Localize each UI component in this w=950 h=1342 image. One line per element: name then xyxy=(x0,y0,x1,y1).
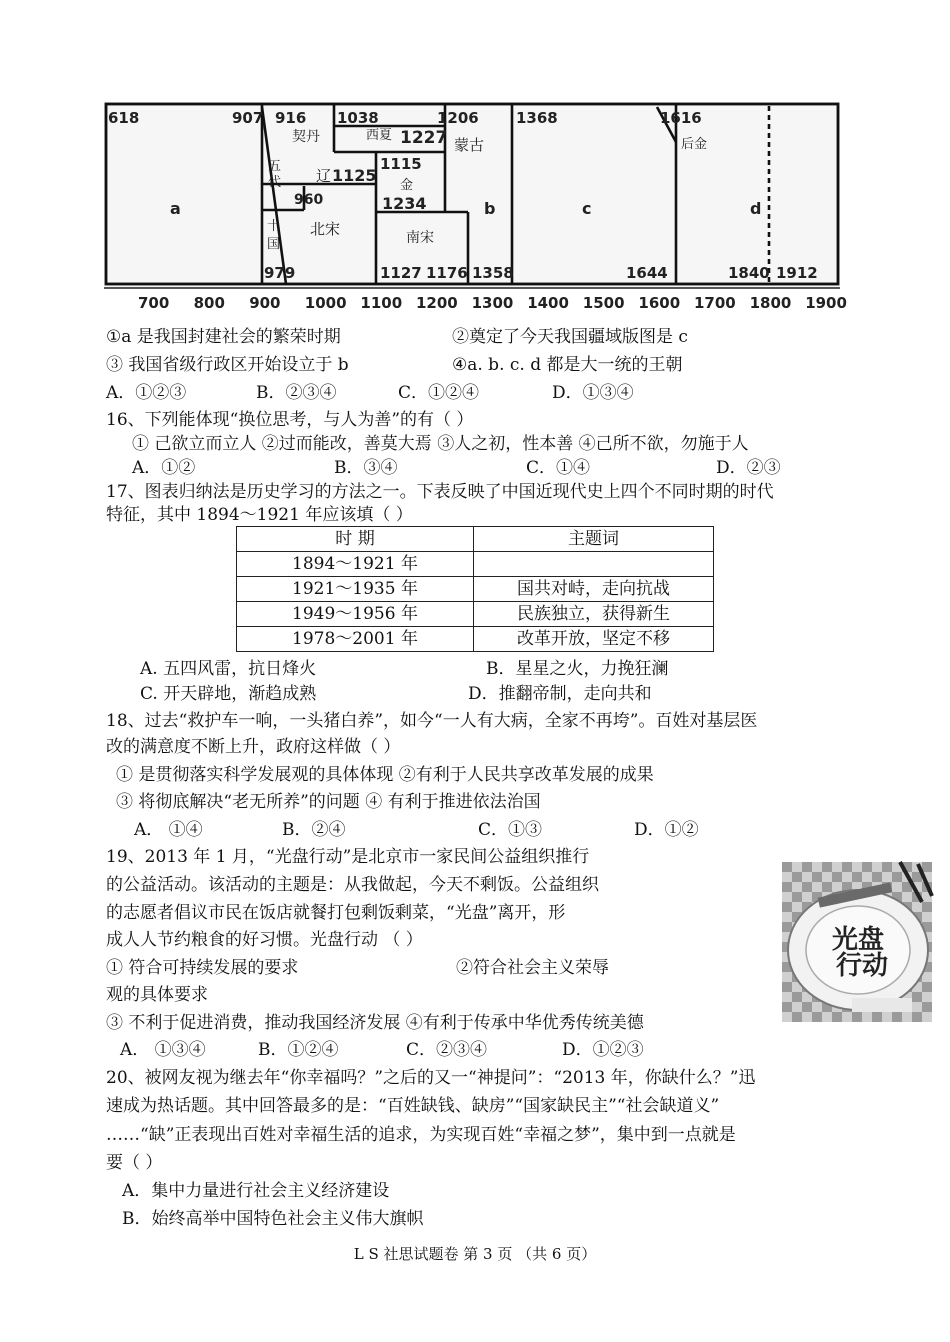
q19-statement-2-cont: 观的具体要求 xyxy=(106,985,208,1005)
q15-option-d[interactable]: D．①③④ xyxy=(552,383,634,403)
q15-statement-3: ③ 我国省级行政区开始设立于 b xyxy=(106,355,349,375)
q19-option-d[interactable]: D．①②③ xyxy=(562,1040,644,1060)
year-label: 1234 xyxy=(382,194,427,213)
region-label-c: c xyxy=(582,199,592,218)
q19-stem-line1: 19、2013 年 1 月，“光盘行动”是北京市一家民间公益组织推行 xyxy=(106,847,590,867)
period-table xyxy=(236,526,714,652)
year-label: 1127 xyxy=(380,264,422,282)
q18-statements-3-4: ③ 将彻底解决“老无所养”的问题 ④ 有利于推进依法治国 xyxy=(116,792,541,812)
year-label: 1912 xyxy=(776,264,818,282)
q15-option-a[interactable]: A．①②③ xyxy=(106,383,187,403)
region-label-qidan: 契丹 xyxy=(292,129,320,145)
year-label: 960 xyxy=(294,192,324,208)
region-label-nansong: 南宋 xyxy=(406,230,434,246)
year-label: 1227 xyxy=(400,128,448,148)
q17-stem-line2: 特征，其中 1894～1921 年应该填（ ） xyxy=(106,505,413,525)
year-label: 979 xyxy=(264,264,296,282)
column-header-period: 时 期 xyxy=(237,527,474,552)
axis-tick-label: 900 xyxy=(249,294,281,312)
q17-option-a[interactable]: A. 五四风雷，抗日烽火 xyxy=(140,659,317,679)
region-label-shiguo: 国 xyxy=(267,237,281,252)
region-label-houjin: 后金 xyxy=(681,137,708,152)
table-header-row xyxy=(237,527,714,552)
q18-option-b[interactable]: B．②④ xyxy=(282,820,346,840)
q19-statement-2: ②符合社会主义荣辱 xyxy=(456,958,609,978)
year-label: 1125 xyxy=(332,166,377,185)
region-label-wudai: 五 xyxy=(268,159,282,174)
q17-option-b[interactable]: B．星星之火，力挽狂澜 xyxy=(486,659,669,679)
axis-tick-label: 1200 xyxy=(416,294,458,312)
region-label-wudai: 代 xyxy=(268,175,282,190)
q16-option-c[interactable]: C．①④ xyxy=(526,458,591,478)
year-label: 1358 xyxy=(472,264,514,282)
q19-stem-line2: 的公益活动。该活动的主题是：从我做起，今天不剩饭。公益组织 xyxy=(106,875,599,895)
region-label-menggu: 蒙古 xyxy=(454,136,485,154)
table-row xyxy=(237,577,714,602)
axis-tick-label: 1000 xyxy=(304,294,347,312)
q15-statement-4: ④a. b. c. d 都是大一统的王朝 xyxy=(452,355,683,375)
q20-option-a[interactable]: A．集中力量进行社会主义经济建设 xyxy=(122,1181,390,1201)
q18-option-c[interactable]: C．①③ xyxy=(478,820,543,840)
poster-title-line1: 光盘 xyxy=(831,925,885,955)
region-label-liao: 辽 xyxy=(316,167,332,185)
region-label-d: d xyxy=(750,199,762,218)
year-label: 1368 xyxy=(516,109,558,127)
year-label: 1176 xyxy=(426,264,468,282)
q18-stem-line1: 18、过去“救护车一响，一头猪白养”，如今“一人有大病，全家不再垮”。百姓对基层医 xyxy=(106,711,758,731)
q18-statements-1-2: ① 是贯彻落实科学发展观的具体体现 ②有利于人民共享改革发展的成果 xyxy=(116,765,654,785)
q15-statement-1: ①a 是我国封建社会的繁荣时期 xyxy=(106,327,341,347)
q16-option-d[interactable]: D．②③ xyxy=(716,458,781,478)
q17-stem-line1: 17、图表归纳法是历史学习的方法之一。下表反映了中国近现代史上四个不同时期的时代 xyxy=(106,482,774,502)
q19-statements-3-4: ③ 不利于促进消费，推动我国经济发展 ④有利于传承中华优秀传统美德 xyxy=(106,1013,644,1033)
axis-tick-label: 1600 xyxy=(638,294,681,312)
q16-stem: 16、下列能体现“换位思考，与人为善”的有（ ） xyxy=(106,410,474,430)
year-label: 1616 xyxy=(660,109,702,127)
table-cell: 国共对峙，走向抗战 xyxy=(474,577,714,602)
q19-stem-line4: 成人人节约粮食的好习惯。光盘行动 （ ） xyxy=(106,930,423,950)
table-cell: 1978～2001 年 xyxy=(237,627,474,652)
axis-tick-label: 1400 xyxy=(527,294,569,312)
q20-stem-line4: 要（ ） xyxy=(106,1153,163,1173)
table-cell: 改革开放，坚定不移 xyxy=(474,627,714,652)
region-label-b: b xyxy=(484,199,496,218)
q20-stem-line2: 速成为热话题。其中回答最多的是：“百姓缺钱、缺房”“国家缺民主”“社会缺道义” xyxy=(106,1096,720,1116)
q19-statement-1: ① 符合可持续发展的要求 xyxy=(106,958,299,978)
axis-tick-label: 800 xyxy=(193,294,225,312)
region-label-a: a xyxy=(170,199,181,218)
year-label: 618 xyxy=(108,109,140,127)
axis-tick-label: 700 xyxy=(138,294,170,312)
q18-stem-line2: 改的满意度不断上升，政府这样做（ ） xyxy=(106,737,401,757)
table-cell: 1949～1956 年 xyxy=(237,602,474,627)
year-label: 1206 xyxy=(437,109,479,127)
axis-tick-label: 1300 xyxy=(471,294,514,312)
column-header-theme: 主题词 xyxy=(474,527,714,552)
table-row xyxy=(237,627,714,652)
table-row xyxy=(237,602,714,627)
axis-tick-label: 1100 xyxy=(360,294,403,312)
q16-option-a[interactable]: A．①② xyxy=(132,458,196,478)
q18-option-d[interactable]: D．①② xyxy=(634,820,699,840)
year-label: 916 xyxy=(275,109,307,127)
q20-stem-line3: ……“缺”正表现出百姓对幸福生活的追求，为实现百姓“幸福之梦”，集中到一点就是 xyxy=(106,1125,736,1145)
axis-tick-label: 1900 xyxy=(805,294,847,312)
q17-option-d[interactable]: D．推翻帝制，走向共和 xyxy=(468,684,652,704)
table-row xyxy=(237,552,714,577)
q19-option-a[interactable]: A． ①③④ xyxy=(120,1040,206,1060)
year-label: 1644 xyxy=(626,264,668,282)
axis-tick-label: 1800 xyxy=(749,294,792,312)
year-label: 1840 xyxy=(728,264,770,282)
table-cell: 1921～1935 年 xyxy=(237,577,474,602)
region-label-xixia: 西夏 xyxy=(366,128,393,143)
table-cell: 民族独立，获得新生 xyxy=(474,602,714,627)
q15-statement-2: ②奠定了今天我国疆域版图是 c xyxy=(452,327,688,347)
poster-title-line2: 行动 xyxy=(835,951,889,981)
year-label: 907 xyxy=(232,109,264,127)
clean-plate-poster-image xyxy=(782,862,932,1022)
table-cell xyxy=(474,552,714,577)
q19-stem-line3: 的志愿者倡议市民在饭店就餐打包剩饭剩菜，“光盘”离开，形 xyxy=(106,903,566,923)
q20-option-b[interactable]: B．始终高举中国特色社会主义伟大旗帜 xyxy=(122,1209,424,1229)
q20-stem-line1: 20、被网友视为继去年“你幸福吗？”之后的又一“神提问”：“2013 年，你缺什么？”迅 xyxy=(106,1068,756,1088)
year-label: 1115 xyxy=(380,155,422,173)
q19-option-c[interactable]: C．②③④ xyxy=(406,1040,488,1060)
region-label-jin: 金 xyxy=(400,178,414,193)
q19-option-b[interactable]: B．①②④ xyxy=(258,1040,339,1060)
page-footer: L S 社思试题卷 第 3 页 （共 6 页） xyxy=(353,1245,597,1263)
q15-option-b[interactable]: B．②③④ xyxy=(256,383,337,403)
q15-option-c[interactable]: C．①②④ xyxy=(398,383,480,403)
table-cell: 1894～1921 年 xyxy=(237,552,474,577)
q16-statements: ① 己欲立而立人 ②过而能改，善莫大焉 ③人之初，性本善 ④己所不欲，勿施于人 xyxy=(132,434,749,454)
q18-option-a[interactable]: A． ①④ xyxy=(134,820,203,840)
q16-option-b[interactable]: B．③④ xyxy=(334,458,398,478)
region-label-shiguo: 十 xyxy=(267,219,281,234)
q17-option-c[interactable]: C. 开天辟地，渐趋成熟 xyxy=(140,684,317,704)
region-label-beisong: 北宋 xyxy=(310,220,341,238)
axis-tick-label: 1500 xyxy=(582,294,625,312)
axis-tick-label: 1700 xyxy=(694,294,736,312)
year-label: 1038 xyxy=(337,109,379,127)
dynasty-timeline-figure xyxy=(104,102,847,318)
